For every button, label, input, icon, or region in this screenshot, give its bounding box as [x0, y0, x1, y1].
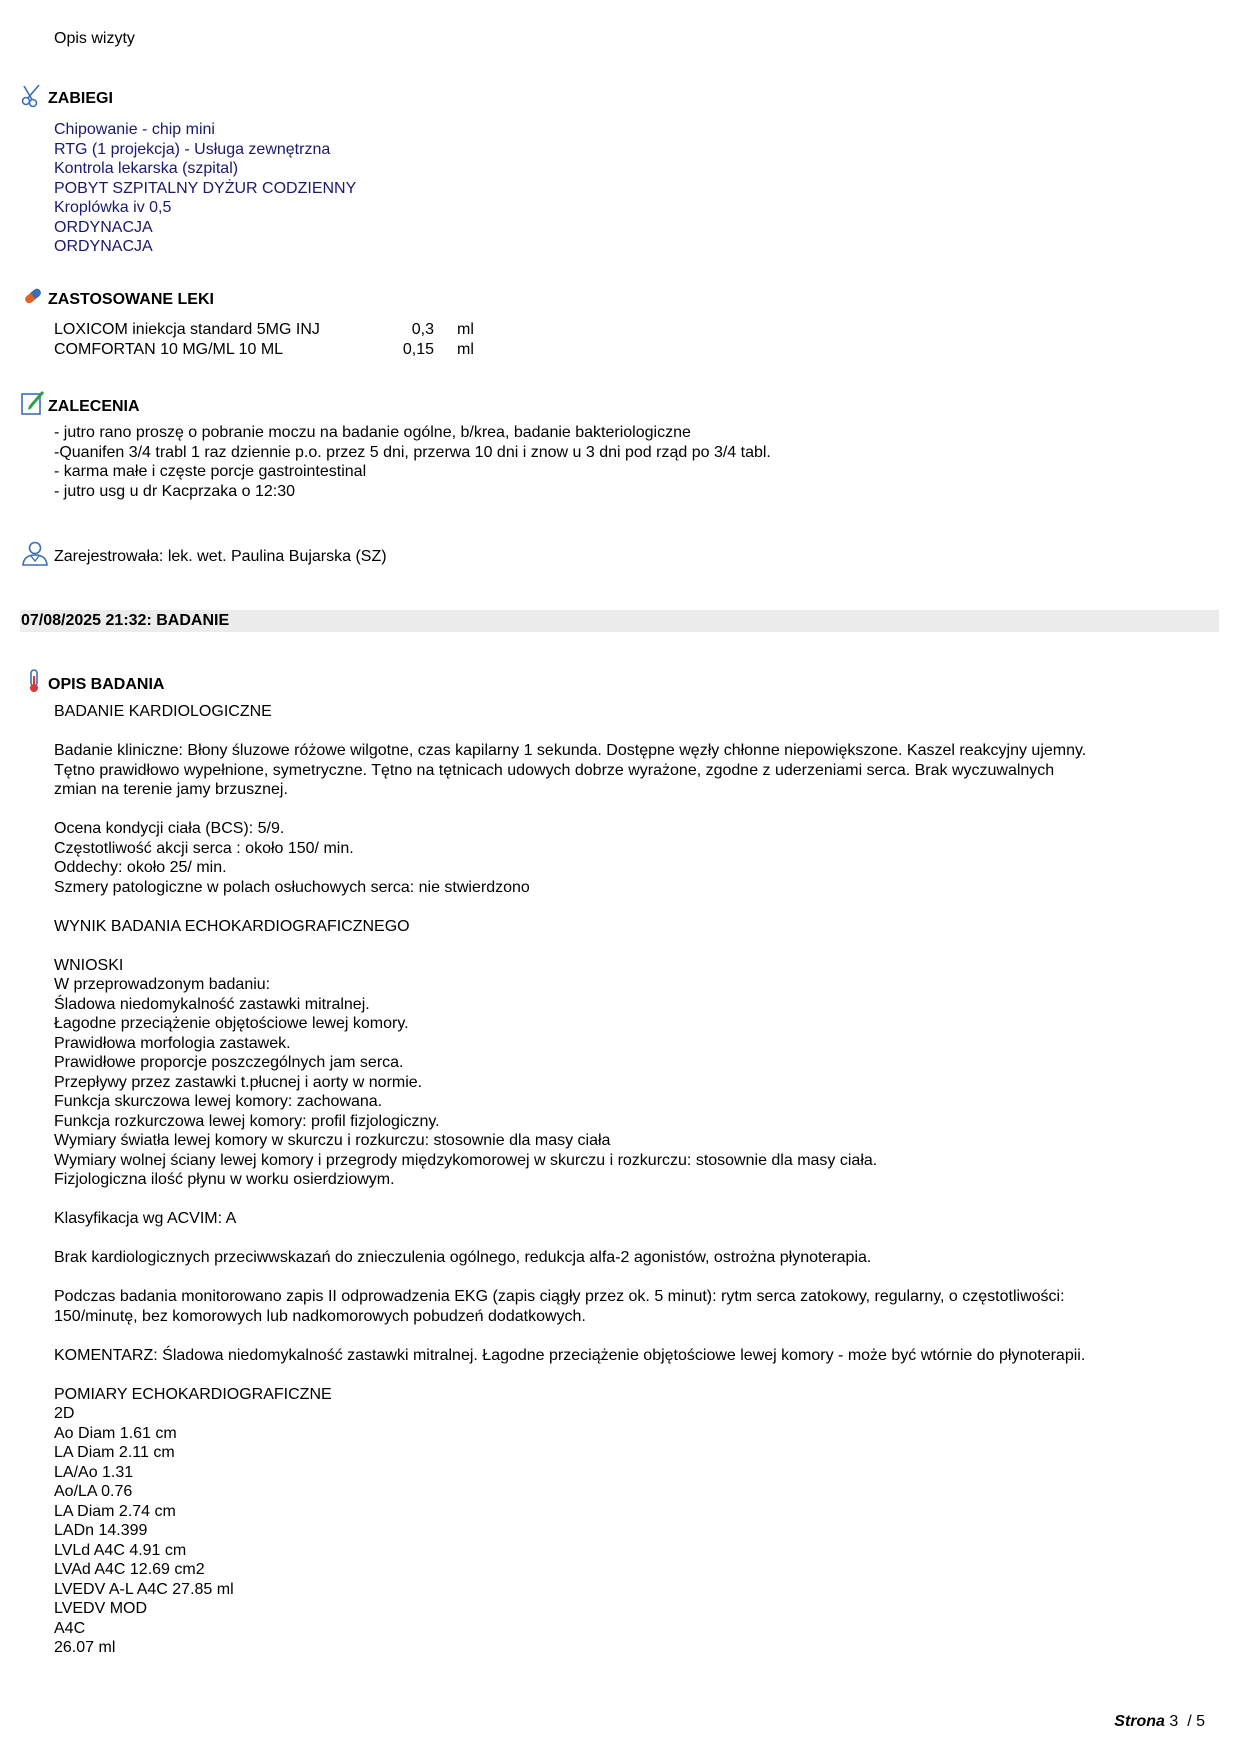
exam-line: WNIOSKI	[54, 956, 124, 974]
procedures-title: ZABIEGI	[48, 90, 113, 107]
drugs-table	[54, 320, 507, 359]
exam-line: LA/Ao 1.31	[54, 1463, 134, 1481]
exam-description-title: OPIS BADANIA	[48, 676, 165, 693]
exam-description-body	[54, 702, 1224, 1658]
exam-line: WYNIK BADANIA ECHOKARDIOGRAFICZNEGO	[54, 917, 410, 935]
exam-line: Fizjologiczna ilość płynu w worku osierdziowym.	[54, 1171, 395, 1188]
page-total: 5	[1196, 1713, 1205, 1730]
procedure-item: ORDYNACJA	[54, 238, 153, 255]
exam-line: LADn 14.399	[54, 1522, 148, 1539]
recommendations-list	[54, 423, 771, 501]
exam-line	[54, 1365, 1224, 1385]
edit-note-icon	[20, 390, 46, 416]
exam-line: Wymiary światła lewej komory w skurczu i rozkurczu: stosownie dla masy ciała	[54, 1132, 611, 1149]
exam-line: Funkcja rozkurczowa lewej komory: profil fizjologiczny.	[54, 1112, 440, 1130]
recommendation-line: - jutro rano proszę o pobranie moczu na badanie ogólne, b/krea, badanie bakteriologiczne	[54, 424, 691, 441]
drug-unit: ml	[457, 321, 474, 338]
exam-line: LVLd A4C 4.91 cm	[54, 1541, 187, 1559]
exam-line: Przepływy przez zastawki t.płucnej i aorty w normie.	[54, 1073, 423, 1091]
drug-quantity: 0,15	[402, 340, 434, 358]
exam-line: Badanie kliniczne: Błony śluzowe różowe wilgotne, czas kapilarny 1 sekunda. Dostępne węzły chłonne niepowiększone. Kaszel reakcyjny ujemny.	[54, 742, 1087, 759]
procedures-header	[20, 82, 113, 108]
exam-line: 26.07 ml	[54, 1639, 116, 1656]
exam-line: KOMENTARZ: Śladowa niedomykalność zastawki mitralnej. Łagodne przeciążenie objętościowe lewej komory - może być wtórnie do płynoterapii.	[54, 1346, 1086, 1364]
page-number: 3	[1169, 1713, 1179, 1730]
exam-line: W przeprowadzonym badaniu:	[54, 976, 271, 993]
recommendations-header	[20, 390, 140, 416]
drug-unit: ml	[457, 340, 474, 358]
exam-line: Prawidłowe proporcje poszczególnych jam serca.	[54, 1054, 404, 1071]
drug-name: COMFORTAN 10 MG/ML 10 ML	[54, 340, 284, 358]
exam-line: LVAd A4C 12.69 cm2	[54, 1561, 205, 1578]
exam-line	[54, 1326, 1224, 1346]
page-footer	[1114, 1712, 1205, 1732]
exam-line: Ao/LA 0.76	[54, 1483, 133, 1500]
exam-line	[54, 1229, 1224, 1249]
exam-line: Prawidłowa morfologia zastawek.	[54, 1034, 291, 1052]
procedure-item: Chipowanie - chip mini	[54, 121, 215, 138]
exam-line	[54, 1268, 1224, 1288]
drug-quantity: 0,3	[411, 321, 434, 338]
procedures-list	[54, 120, 356, 257]
exam-line	[54, 722, 1224, 742]
page-separator: /	[1182, 1713, 1192, 1730]
exam-line: POMIARY ECHOKARDIOGRAFICZNE	[54, 1385, 332, 1403]
exam-line	[54, 897, 1224, 917]
exam-line: Ao Diam 1.61 cm	[54, 1424, 177, 1442]
doctor-icon	[20, 540, 50, 566]
exam-line	[54, 800, 1224, 820]
exam-line: Śladowa niedomykalność zastawki mitralnej.	[54, 995, 370, 1013]
recommendations-title: ZALECENIA	[48, 398, 140, 415]
exam-line: Wymiary wolnej ściany lewej komory i przegrody międzykomorowej w skurczu i rozkurczu: stosownie dla masy ciała.	[54, 1151, 878, 1169]
exam-line: Oddechy: około 25/ min.	[54, 859, 227, 876]
registered-by-text: Zarejestrowała: lek. wet. Paulina Bujarska (SZ)	[54, 547, 387, 565]
exam-line: LA Diam 2.74 cm	[54, 1502, 176, 1520]
page-label: Strona	[1114, 1713, 1165, 1730]
drug-row	[54, 320, 507, 340]
exam-line: Ocena kondycji ciała (BCS): 5/9.	[54, 820, 285, 837]
procedure-item: Kroplówka iv 0,5	[54, 199, 172, 216]
exam-description-header	[20, 668, 164, 694]
exam-line: Klasyfikacja wg ACVIM: A	[54, 1210, 237, 1227]
drug-row	[54, 340, 507, 360]
scissors-icon	[20, 82, 46, 108]
exam-line: Brak kardiologicznych przeciwwskazań do znieczulenia ogólnego, redukcja alfa-2 agonistów, ostrożna płynoterapia.	[54, 1249, 872, 1266]
exam-line	[54, 1190, 1224, 1210]
exam-line: 2D	[54, 1405, 75, 1422]
recommendation-line: - karma małe i częste porcje gastrointestinal	[54, 463, 367, 480]
exam-line: A4C	[54, 1619, 86, 1637]
drug-name: LOXICOM iniekcja standard 5MG INJ	[54, 321, 320, 338]
drugs-header	[20, 283, 214, 309]
exam-line: Szmery patologiczne w polach osłuchowych serca: nie stwierdzono	[54, 878, 530, 896]
thermometer-icon	[20, 668, 46, 694]
registered-by	[20, 540, 387, 566]
procedure-item: POBYT SZPITALNY DYŻUR CODZIENNY	[54, 179, 357, 197]
exam-line: LVEDV A-L A4C 27.85 ml	[54, 1580, 234, 1598]
exam-line: Podczas badania monitorowano zapis II odprowadzenia EKG (zapis ciągły przez ok. 5 minut): rytm serca zatokowy, regularny, o częstotliwości:	[54, 1288, 1065, 1305]
procedure-item: Kontrola lekarska (szpital)	[54, 160, 239, 177]
exam-line: BADANIE KARDIOLOGICZNE	[54, 703, 272, 720]
visit-description-label: Opis wizyty	[54, 30, 135, 47]
drugs-title: ZASTOSOWANE LEKI	[48, 291, 214, 308]
exam-line: LA Diam 2.11 cm	[54, 1444, 175, 1461]
exam-line: LVEDV MOD	[54, 1600, 148, 1617]
exam-line: 150/minutę, bez komorowych lub nadkomorowych pobudzeń dodatkowych.	[54, 1307, 586, 1325]
exam-line: Łagodne przeciążenie objętościowe lewej komory.	[54, 1015, 409, 1032]
procedure-item: ORDYNACJA	[54, 218, 153, 236]
exam-line: Tętno prawidłowo wypełnione, symetryczne. Tętno na tętnicach udowych dobrze wyrażone, zgodne z uderzeniami serca. Brak wyczuwalnych	[54, 761, 1055, 779]
exam-line: Funkcja skurczowa lewej komory: zachowana.	[54, 1093, 383, 1110]
recommendation-line: - jutro usg u dr Kacprzaka o 12:30	[54, 482, 296, 500]
exam-line	[54, 936, 1224, 956]
visit-header: 07/08/2025 21:32: BADANIE	[20, 610, 1219, 632]
procedure-item: RTG (1 projekcja) - Usługa zewnętrzna	[54, 140, 331, 158]
exam-line: Częstotliwość akcji serca : około 150/ min.	[54, 839, 354, 857]
exam-line: zmian na terenie jamy brzusznej.	[54, 781, 288, 798]
recommendation-line: -Quanifen 3/4 trabl 1 raz dziennie p.o. przez 5 dni, przerwa 10 dni i znow u 3 dni pod rząd po 3/4 tabl.	[54, 443, 771, 461]
pill-icon	[20, 283, 46, 309]
